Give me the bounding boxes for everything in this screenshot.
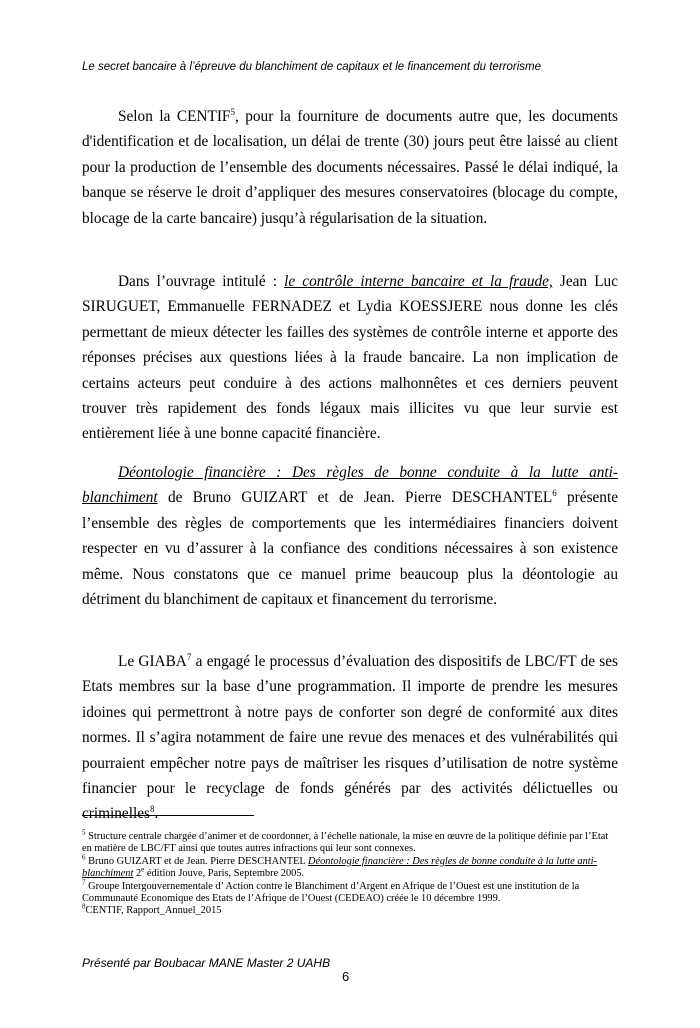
text-segment: Dans l’ouvrage intitulé : bbox=[118, 273, 285, 290]
footnote-number: 7 bbox=[82, 878, 86, 887]
footnote-separator bbox=[82, 815, 254, 816]
footnote-ref-6[interactable]: 6 bbox=[552, 488, 557, 499]
text-segment: Le GIABA bbox=[118, 653, 187, 670]
footnote-text: édition Jouve, Paris, Septembre 2005. bbox=[144, 868, 305, 880]
footer-author-line: Présenté par Boubacar MANE Master 2 UAHB bbox=[82, 956, 331, 970]
footnote-text: CENTIF, Rapport_Annuel_2015 bbox=[85, 905, 222, 917]
book-title: Déontologie financière : Des règles de bonne conduite à la lutte anti- blanchiment bbox=[82, 464, 618, 507]
footnote-8 bbox=[82, 902, 618, 917]
paragraph-4 bbox=[82, 649, 618, 827]
footnote-number: 8 bbox=[82, 902, 86, 911]
footnote-7 bbox=[82, 878, 618, 906]
text-segment: , pour la fourniture de documents autre que, les documents d'identification et de localisation, un délai de trente (30) jours peut être laissé au client pour la production de l’ensemble des documents nécessaires. Passé le délai indiqué, la banque se réserve le droit d’appliquer des mesures conservatoires (blocage du compte, blocage de la carte bancaire) jusqu’à régularisation de la situation. bbox=[82, 108, 618, 227]
footnote-text: Groupe Intergouvernementale d’ Action contre le Blanchiment d’Argent en Afrique de l’Ouest est une institution de la Communauté Economique des Etats de l’Afrique de l’Ouest (CEDEAO) créée le 10 décembre 1999. bbox=[82, 880, 580, 905]
footnote-ref-7[interactable]: 7 bbox=[186, 651, 192, 662]
footnote-text: 2 bbox=[133, 868, 142, 880]
paragraph-1 bbox=[82, 104, 618, 231]
text-segment: . bbox=[154, 805, 159, 823]
page-number: 6 bbox=[342, 969, 350, 984]
footnote-number: 5 bbox=[82, 828, 86, 837]
text-segment: Jean Luc SIRUGUET, Emmanuelle FERNADEZ et Lydia KOESSJERE nous donne les clés permettant de mieux détecter les failles des systèmes de contrôle interne et apporte des réponses précises aux questions liées à la fraude bancaire. La non implication de certains acteurs peut conduire à des actions malhonnêtes et ces derniers peuvent trouver très rapidement des fonds légaux mais illicites vu que leur survie est entièrement liée à une bonne capacité financière. bbox=[82, 273, 618, 443]
footnote-5 bbox=[82, 828, 618, 856]
footnote-text: Structure centrale chargée d’animer et de coordonner, à l’échelle nationale, la mise en œuvre de la politique définie par l’Etat en matière de LBC/FT ainsi que toutes autres infractions qui leur sont connexes. bbox=[82, 831, 609, 855]
footnote-ref-8[interactable]: 8 bbox=[149, 804, 155, 815]
running-header: Le secret bancaire à l’épreuve du blanchiment de capitaux et le financement du terrorisme bbox=[82, 61, 541, 73]
footnote-ref-5[interactable]: 5 bbox=[230, 106, 235, 117]
footnote-book-title: Déontologie financière : Des règles de bonne conduite à la lutte anti-blanchiment bbox=[82, 855, 597, 880]
paragraph-text bbox=[82, 269, 618, 447]
text-segment: de Bruno GUIZART et de Jean. Pierre DESCHANTEL bbox=[157, 489, 553, 507]
paragraph-text bbox=[82, 460, 618, 612]
footnote-6 bbox=[82, 853, 618, 881]
text-segment: a engagé le processus d’évaluation des dispositifs de LBC/FT de ses Etats membres sur la base d’une programmation. Il importe de prendre les mesures idoines qui permettront à notre pays de conforter son degré de conformité aux dites normes. Il s’agira notamment de faire une revue des menaces et des vulnérabilités qui pourraient empêcher notre pays de maîtriser les risques d’utilisation de notre système financier pour le recyclage de fonds générés par des activités délictuelles ou criminelles bbox=[82, 653, 618, 823]
paragraph-3 bbox=[82, 460, 618, 612]
paragraph-2 bbox=[82, 269, 618, 447]
paragraph-text bbox=[82, 104, 618, 231]
book-title: le contrôle interne bancaire et la fraude, bbox=[284, 273, 553, 290]
text-segment: présente l’ensemble des règles de comportements que les intermédiaires financiers doivent respecter en vu d’assurer à la confiance des conditions nécessaires à son existence même. Nous constatons que ce manuel prime beaucoup plus la déontologie au détriment du blanchiment de capitaux et financement du terrorisme. bbox=[82, 489, 619, 609]
edition-superscript: e bbox=[141, 865, 145, 874]
paragraph-text bbox=[82, 649, 618, 827]
text-segment: Selon la CENTIF bbox=[118, 108, 231, 125]
footnote-number: 6 bbox=[82, 853, 86, 862]
footnotes bbox=[82, 828, 618, 918]
footnote-text: Bruno GUIZART et de Jean. Pierre DESCHANTEL bbox=[85, 855, 308, 867]
